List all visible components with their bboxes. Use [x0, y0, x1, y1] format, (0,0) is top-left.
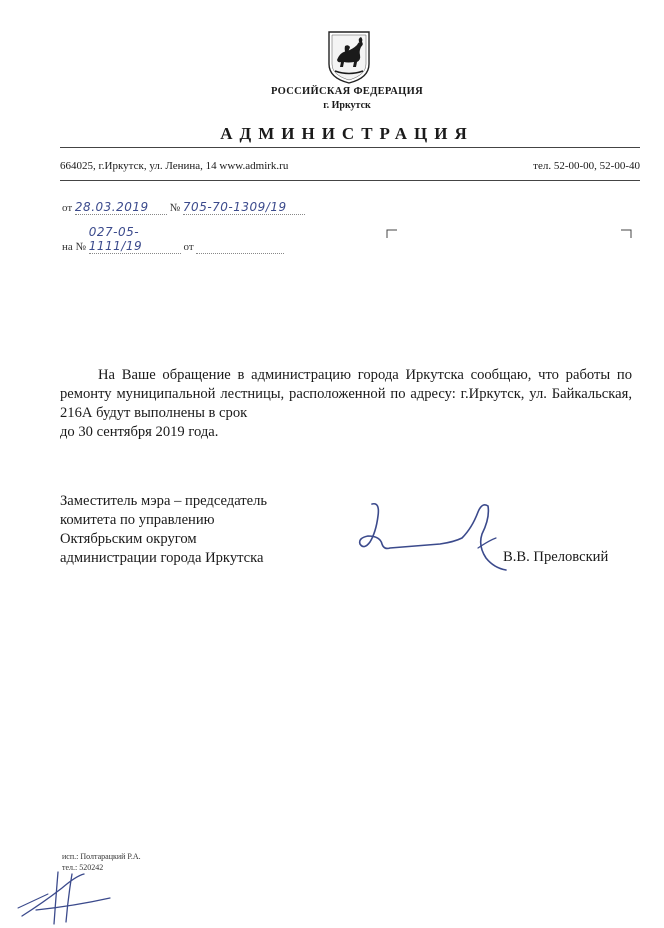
country-name: РОССИЙСКАЯ ФЕДЕРАЦИЯ — [271, 86, 423, 97]
signatory-title-line: администрации города Иркутска — [60, 550, 264, 566]
signatory-name: В.В. Преловский — [503, 549, 609, 565]
addressee-corner-left-icon — [386, 229, 398, 239]
header-divider — [60, 147, 640, 148]
city-name: г. Иркутск — [323, 100, 371, 111]
signatory-title-line: Заместитель мэра – председатель — [60, 493, 268, 509]
incoming-reference — [62, 225, 284, 254]
executor-signature-icon — [14, 868, 124, 926]
outgoing-reference — [62, 200, 305, 215]
number-label: № — [169, 202, 181, 214]
reply-date-blank — [196, 241, 284, 254]
executor-phone: тел.: 520242 — [62, 863, 104, 872]
signatory-title-line: комитета по управлению — [60, 512, 215, 528]
reply-number: 027-05-1111/19 — [89, 225, 181, 254]
address-line: 664025, г.Иркутск, ул. Ленина, 14 www.admirk.ru — [60, 160, 289, 172]
organization-name: АДМИНИСТРАЦИЯ — [220, 124, 474, 143]
from-label: от — [62, 202, 73, 214]
reply-from-label: от — [183, 241, 194, 253]
signatory-title — [60, 492, 267, 568]
outgoing-date: 28.03.2019 — [75, 200, 167, 215]
outgoing-number: 705-70-1309/19 — [183, 200, 305, 215]
handwritten-signature-icon — [350, 498, 510, 573]
signatory-title-line: Октябрьским округом — [60, 531, 197, 547]
phone-line: тел. 52-00-00, 52-00-40 — [533, 160, 640, 172]
coat-of-arms-icon — [326, 30, 372, 84]
in-reply-label: на № — [62, 241, 87, 253]
letter-paragraph-tail: до 30 сентября 2019 года. — [60, 424, 219, 440]
letter-body — [60, 366, 632, 442]
letter-paragraph: На Ваше обращение в администрацию города Иркутска сообщаю, что работы по ремонту муниципальной лестницы, расположенной по адресу: г.Иркутск, ул. Байкальская, 216А будут выполнены в срок — [60, 367, 632, 421]
addressee-corner-right-icon — [620, 229, 632, 239]
executor-name: исп.: Полтарацкий Р.А. — [62, 852, 141, 861]
address-divider — [60, 180, 640, 181]
